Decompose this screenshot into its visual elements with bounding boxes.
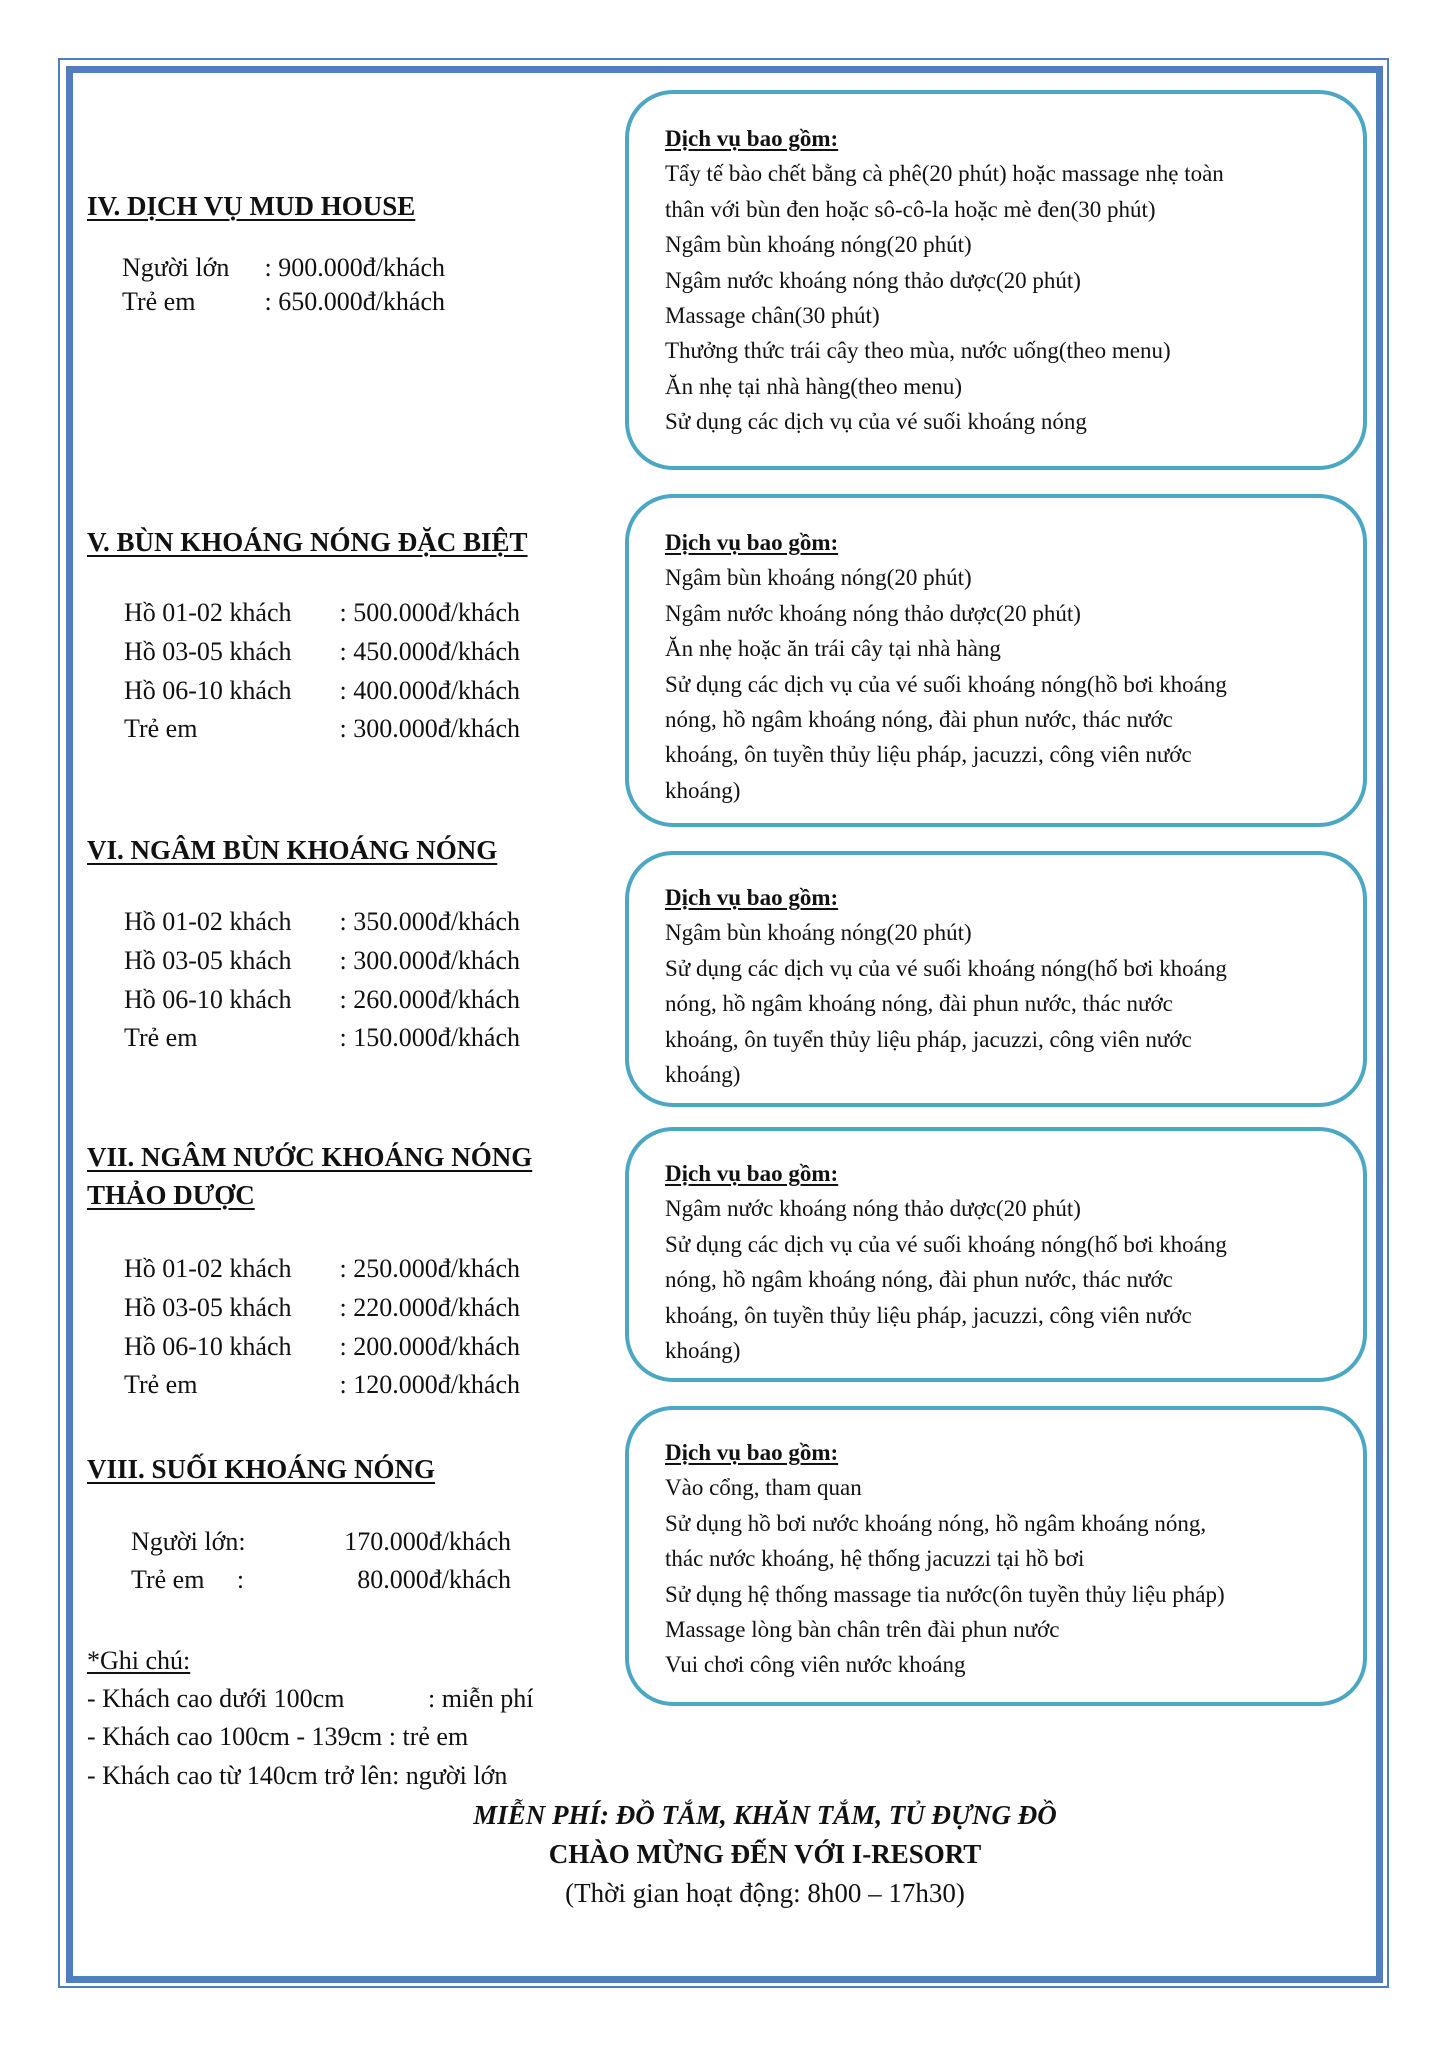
section-heading-mud-house: IV. DỊCH VỤ MUD HOUSE [87, 191, 416, 221]
price-label: Hồ 06-10 khách [124, 985, 292, 1014]
note-value: : miễn phí [428, 1684, 534, 1713]
service-item: nóng, hồ ngâm khoáng nóng, đài phun nước, thác nước [665, 707, 1173, 733]
price-row [124, 598, 520, 636]
price-row [124, 1332, 520, 1370]
section-heading-herbal-water-line2: THẢO DƯỢC [87, 1180, 255, 1210]
services-box-special-mud [625, 494, 1367, 827]
service-item: Ngâm nước khoáng nóng thảo dược(20 phút) [665, 600, 1081, 626]
service-item: Ngâm bùn khoáng nóng(20 phút) [665, 565, 972, 591]
price-label: Trẻ em [124, 1023, 198, 1052]
service-item: khoáng) [665, 1062, 741, 1088]
price-row [122, 287, 445, 325]
services-list [665, 1435, 1343, 1683]
services-box-herbal-water [625, 1127, 1367, 1382]
service-item: Massage lòng bàn chân trên đài phun nước [665, 1617, 1060, 1643]
service-item: Sử dụng hệ thống massage tia nước(ôn tuyền thủy liệu pháp) [665, 1581, 1225, 1607]
services-box-mud-bath [625, 851, 1367, 1107]
section-heading-herbal-water-line1: VII. NGÂM NƯỚC KHOÁNG NÓNG [87, 1142, 533, 1172]
price-label: Hồ 06-10 khách [124, 1332, 292, 1361]
service-item: Thưởng thức trái cây theo mùa, nước uống(theo menu) [665, 338, 1171, 364]
services-title: Dịch vụ bao gồm: [665, 530, 839, 555]
service-item: Ăn nhẹ hoặc ăn trái cây tại nhà hàng [665, 636, 1001, 662]
price-row [131, 1527, 511, 1565]
services-title: Dịch vụ bao gồm: [665, 1440, 839, 1465]
service-item: Sử dụng các dịch vụ của vé suối khoáng nóng(hố bơi khoáng [665, 955, 1227, 981]
note-line [87, 1757, 507, 1796]
price-label: Trẻ em : [131, 1565, 245, 1594]
service-item: Sử dụng các dịch vụ của vé suối khoáng nóng(hồ bơi khoáng [665, 671, 1227, 697]
price-label: Hồ 03-05 khách [124, 637, 292, 666]
services-list [665, 880, 1343, 1092]
price-value: 80.000đ/khách [357, 1565, 511, 1594]
price-value: : 200.000đ/khách [339, 1332, 520, 1361]
price-value: : 500.000đ/khách [339, 598, 520, 627]
service-item: khoáng, ôn tuyển thủy liệu pháp, jacuzzi, công viên nước [665, 1026, 1192, 1052]
notes-title: *Ghi chú: [87, 1646, 191, 1675]
price-value: : 400.000đ/khách [339, 676, 520, 705]
price-row [124, 1023, 520, 1061]
service-item: nóng, hồ ngâm khoáng nóng, đài phun nước, thác nước [665, 1267, 1173, 1293]
price-value: : 300.000đ/khách [339, 714, 520, 743]
price-row [124, 714, 520, 752]
price-label: Hồ 01-02 khách [124, 907, 292, 936]
price-label: Trẻ em [122, 287, 196, 316]
price-label: Trẻ em [124, 1370, 198, 1399]
note-value: : người lớn [392, 1761, 508, 1790]
service-item: Ngâm bùn khoáng nóng(20 phút) [665, 232, 972, 258]
price-value: : 350.000đ/khách [339, 907, 520, 936]
price-row [131, 1565, 511, 1603]
price-value: : 250.000đ/khách [339, 1254, 520, 1283]
note-line [87, 1680, 534, 1719]
service-item: khoáng, ôn tuyền thủy liệu pháp, jacuzzi, công viên nước [665, 742, 1192, 768]
footer [440, 1796, 1090, 1913]
service-item: Ngâm nước khoáng nóng thảo dược(20 phút) [665, 1196, 1081, 1222]
price-row [124, 907, 520, 945]
price-label: Hồ 03-05 khách [124, 946, 292, 975]
note-label: - Khách cao 100cm - 139cm [87, 1722, 383, 1751]
price-value: : 260.000đ/khách [339, 985, 520, 1014]
service-item: thân với bùn đen hoặc sô-cô-la hoặc mè đen(30 phút) [665, 196, 1156, 222]
service-item: Ngâm bùn khoáng nóng(20 phút) [665, 920, 972, 946]
services-box-hot-spring [625, 1406, 1367, 1706]
free-amenities: MIỄN PHÍ: ĐỒ TẮM, KHĂN TẮM, TỦ ĐỰNG ĐỒ [473, 1800, 1057, 1830]
service-item: Vào cổng, tham quan [665, 1475, 862, 1501]
note-label: - Khách cao từ 140cm trở lên [87, 1761, 393, 1790]
price-value: : 450.000đ/khách [339, 637, 520, 666]
service-item: nóng, hồ ngâm khoáng nóng, đài phun nước, thác nước [665, 991, 1173, 1017]
service-item: khoáng) [665, 777, 741, 803]
price-value: : 120.000đ/khách [339, 1370, 520, 1399]
service-item: khoáng, ôn tuyền thủy liệu pháp, jacuzzi, công viên nước [665, 1302, 1192, 1328]
service-item: khoáng) [665, 1338, 741, 1364]
welcome-message: CHÀO MỪNG ĐẾN VỚI I-RESORT [548, 1839, 982, 1869]
price-label: Hồ 01-02 khách [124, 1254, 292, 1283]
services-box-mud-house [625, 90, 1367, 470]
price-value: : 650.000đ/khách [264, 287, 445, 316]
services-title: Dịch vụ bao gồm: [665, 126, 839, 151]
service-item: Massage chân(30 phút) [665, 303, 880, 329]
services-title: Dịch vụ bao gồm: [665, 1161, 839, 1186]
price-label: Hồ 01-02 khách [124, 598, 292, 627]
operating-hours: (Thời gian hoạt động: 8h00 – 17h30) [565, 1878, 965, 1908]
price-label: Hồ 06-10 khách [124, 676, 292, 705]
service-item: Sử dụng hồ bơi nước khoáng nóng, hồ ngâm khoáng nóng, [665, 1510, 1207, 1536]
note-label: - Khách cao dưới 100cm [87, 1684, 345, 1713]
price-value: : 150.000đ/khách [339, 1023, 520, 1052]
price-row [124, 676, 520, 714]
note-value: : trẻ em [388, 1722, 469, 1751]
price-row [122, 253, 445, 291]
price-value: : 900.000đ/khách [264, 253, 445, 282]
price-label: Người lớn: [131, 1527, 246, 1556]
service-item: thác nước khoáng, hệ thống jacuzzi tại hồ bơi [665, 1546, 1085, 1572]
service-item: Sử dụng các dịch vụ của vé suối khoáng nóng(hố bơi khoáng [665, 1231, 1227, 1257]
price-row [124, 1254, 520, 1292]
service-item: Tẩy tế bào chết bằng cà phê(20 phút) hoặc massage nhẹ toàn [665, 161, 1224, 187]
services-list [665, 121, 1343, 440]
services-list [665, 1156, 1343, 1368]
price-label: Người lớn [122, 253, 230, 282]
service-item: Vui chơi công viên nước khoáng [665, 1652, 966, 1678]
price-row [124, 1293, 520, 1331]
service-item: Ngâm nước khoáng nóng thảo dược(20 phút) [665, 267, 1081, 293]
services-list [665, 525, 1343, 808]
services-title: Dịch vụ bao gồm: [665, 885, 839, 910]
service-item: Sử dụng các dịch vụ của vé suối khoáng nóng [665, 409, 1087, 435]
note-line [87, 1718, 468, 1757]
price-row [124, 637, 520, 675]
price-label: Trẻ em [124, 714, 198, 743]
price-value: : 300.000đ/khách [339, 946, 520, 975]
section-heading-special-mud: V. BÙN KHOÁNG NÓNG ĐẶC BIỆT [87, 527, 528, 557]
service-item: Ăn nhẹ tại nhà hàng(theo menu) [665, 373, 962, 399]
section-heading-hot-spring: VIII. SUỐI KHOÁNG NÓNG [87, 1454, 436, 1484]
price-label: Hồ 03-05 khách [124, 1293, 292, 1322]
section-heading-mud-bath: VI. NGÂM BÙN KHOÁNG NÓNG [87, 835, 498, 865]
price-row [124, 946, 520, 984]
price-value: 170.000đ/khách [344, 1527, 511, 1556]
price-value: : 220.000đ/khách [339, 1293, 520, 1322]
price-row [124, 985, 520, 1023]
price-row [124, 1370, 520, 1408]
